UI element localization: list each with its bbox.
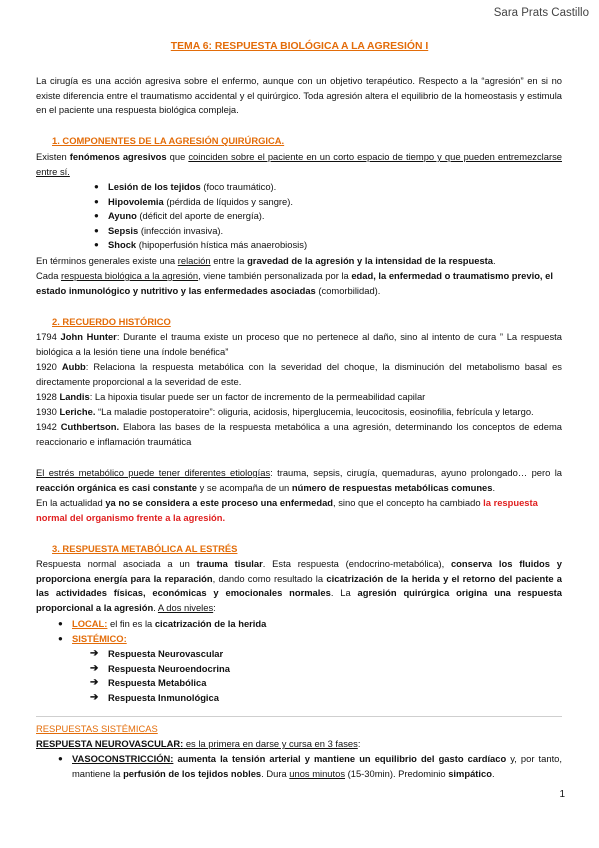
list-item: ➔ Respuesta Neuroendocrina (90, 662, 230, 677)
history-entry: 1930 Leriche. “La maladie postoperatoire”: oliguria, acidosis, hiperglucemia, leucocitosis, eosinofilia, febrícula y letargo. (36, 406, 534, 417)
list-item: ● Hipovolemia (pérdida de líquidos y sangre). (94, 195, 307, 210)
list-item: ● Shock (hipoperfusión hística más anaerobiosis) (94, 238, 307, 253)
neurovascular-line: RESPUESTA NEUROVASCULAR: es la primera en darse y cursa en 3 fases: (36, 738, 361, 749)
list-item: ● Sepsis (infección invasiva). (94, 224, 307, 239)
s2-paragraph-1: El estrés metabólico puede tener diferentes etiologías: trauma, sepsis, cirugía, quemaduras, ayuno prolongado… pero la reacción orgánica es casi constante y se acompaña de un número de respuestas metabólicas comunes. (36, 467, 562, 493)
s1-paragraph-3: Cada respuesta biológica a la agresión, viene también personalizada por la edad, la enfermedad o traumatismo previo, el estado inmunológico y nutritivo y las enfermedades asociadas (comorbilidad). (36, 270, 553, 296)
page-number: 1 (559, 789, 565, 800)
s1-paragraph-1: Existen fenómenos agresivos que coinciden sobre el paciente en un corto espacio de tiempo y que pueden entremezclarse entre sí. (36, 151, 562, 177)
s3-paragraph: Respuesta normal asociada a un trauma tisular. Esta respuesta (endocrino-metabólica), conserva los fluidos y proporciona energía para la reparación, dando como resultado la cicatrización de la herida y el retorno del paciente a las actividades físicas, económicas y emocionales normales. La agresión quirúrgica origina una respuesta proporcional a la agresión. A dos niveles: (36, 558, 563, 613)
history-entry: 1928 Landis: La hipoxia tisular puede ser un factor de incremento de la permeabilidad capilar (36, 391, 426, 402)
list-item: ➔ Respuesta Inmunológica (90, 691, 230, 706)
neurovascular-phases-list (58, 752, 562, 781)
list-item: ➔ Respuesta Metabólica (90, 676, 230, 691)
history-entry: 1794 John Hunter: Durante el trauma existe un proceso que no pertenece al daño, sino al intento de cura ” La respuesta biológica a la lesión tiene una índole benéfica” (36, 331, 562, 357)
s2-paragraph-2: En la actualidad ya no se considera a este proceso una enfermedad, sino que el concepto ha cambiado la respuesta normal del organismo frente a la agresión. (36, 497, 538, 523)
list-item: ➔ Respuesta Neurovascular (90, 647, 230, 662)
author-name: Sara Prats Castillo (493, 7, 589, 19)
aggression-components-list (94, 180, 307, 253)
intro-paragraph: La cirugía es una acción agresiva sobre el enfermo, aunque con un objetivo terapéutico. Respecto a la “agresión” en si no existe diferencia entre el traumatismo accidental y el quirúrgico. Toda agresión altera el equilibrio de la homeostasis y estimula en el paciente una respuesta biológica compleja. (36, 75, 562, 115)
history-entry: 1920 Aubb: Relaciona la respuesta metabólica con la severidad del choque, la disminución del metabolismo basal es directamente proporcional a la severidad de este. (36, 361, 562, 387)
section-3-heading: 3. RESPUESTA METABÓLICA AL ESTRÉS (52, 543, 238, 554)
section-2-heading: 2. RECUERDO HISTÓRICO (52, 316, 171, 327)
list-item-sistemico: ● SISTÉMICO: (58, 632, 558, 647)
history-entry: 1942 Cuthbertson. Elabora las bases de la respuesta metabólica a una agresión, determinando los conceptos de edema reaccionario e inflamación traumática (36, 421, 562, 447)
s1-paragraph-2: En términos generales existe una relación entre la gravedad de la agresión y la intensidad de la respuesta. (36, 255, 496, 266)
systemic-responses-list (90, 647, 230, 705)
list-item: ● Ayuno (déficit del aporte de energía). (94, 209, 307, 224)
document-title: TEMA 6: RESPUESTA BIOLÓGICA A LA AGRESIÓN I (170, 41, 429, 52)
section-1-heading: 1. COMPONENTES DE LA AGRESIÓN QUIRÚRGICA. (52, 135, 285, 146)
systemic-responses-heading: RESPUESTAS SISTÉMICAS (36, 723, 158, 734)
response-levels-list (58, 617, 558, 646)
list-item: ● VASOCONSTRICCIÓN: aumenta la tensión arterial y mantiene un equilibrio del gasto cardíaco y, por tanto, mantiene la perfusión de los tejidos nobles. Dura unos minutos (15-30min). Predominio simpático. (58, 752, 562, 781)
list-item-local: ● LOCAL: el fin es la cicatrización de la herida (58, 617, 558, 632)
list-item: ● Lesión de los tejidos (foco traumático). (94, 180, 307, 195)
section-divider (36, 716, 562, 717)
